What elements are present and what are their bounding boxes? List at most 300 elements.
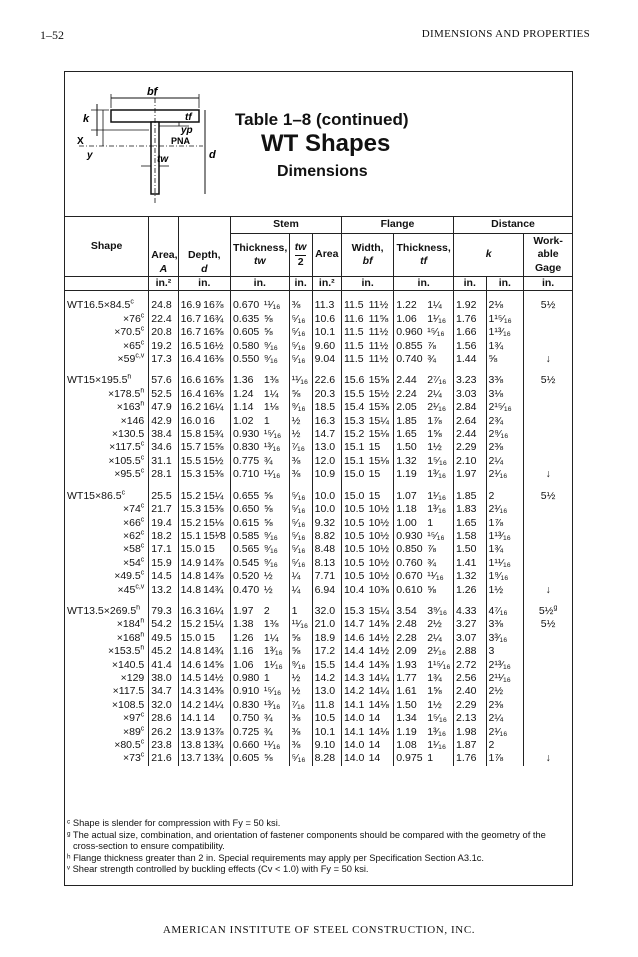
cell-bf: [341, 455, 366, 468]
cell-as: [312, 645, 341, 658]
unit: in.: [454, 277, 486, 291]
value-k: 1.87: [456, 739, 477, 751]
value-A: 21.7: [151, 503, 172, 516]
shape-designation: ×130.5: [111, 428, 145, 441]
value-tf_f: 2¼: [427, 387, 442, 400]
cell-tw2: [289, 441, 312, 454]
group-spacer: [65, 597, 572, 605]
table-row: [65, 632, 572, 645]
cell-gage: [524, 685, 572, 698]
value-d: 16.3: [180, 604, 202, 617]
shape-designation: WT16.5×84.5: [67, 299, 131, 312]
cell-k: [454, 699, 486, 712]
value-k_f: 2¹⁵⁄₁₆: [488, 401, 512, 414]
cell-tw: [230, 415, 261, 428]
value-d: 13.8: [180, 739, 202, 751]
cell-gage: [524, 584, 572, 597]
shape-cell: [65, 752, 149, 765]
cell-k: [454, 415, 486, 428]
cell-gage: [524, 388, 572, 401]
shape-footnote: c: [140, 312, 145, 320]
value-d: 14.8: [180, 583, 202, 596]
shape-cell: [65, 415, 149, 428]
value-k: 1.97: [456, 468, 477, 481]
cell-tw_f: [262, 712, 289, 725]
shape-footnote: h: [140, 618, 145, 625]
cell-tf: [394, 557, 425, 570]
cell-tw2: [289, 543, 312, 556]
value-as: 16.3: [314, 414, 336, 427]
value-A: 19.4: [151, 516, 172, 529]
cell-k: [454, 428, 486, 441]
value-as: 11.8: [314, 698, 335, 711]
cell-A: [149, 543, 178, 556]
cell-A: [149, 530, 178, 543]
cell-tf_f: [425, 618, 453, 631]
cell-k: [454, 299, 486, 312]
value-d_f: 15¾: [203, 428, 224, 441]
cell-tf: [394, 415, 425, 428]
value-d: 15.0: [180, 543, 202, 556]
yp-label: yp: [181, 125, 193, 136]
cell-bf_f: [367, 299, 394, 312]
cell-k_f: [486, 584, 524, 597]
value-A: 47.9: [151, 401, 172, 414]
cell-tw2: [289, 490, 312, 503]
value-tf: 1.18: [396, 503, 417, 516]
value-gage: ↓: [545, 468, 551, 481]
shape-cell: [65, 299, 149, 312]
value-A: 17.1: [151, 543, 172, 556]
table-row: [65, 752, 572, 765]
cell-gage: [524, 468, 572, 481]
value-as: 10.0: [314, 503, 336, 516]
cell-k: [454, 712, 486, 725]
cell-tw2: [289, 685, 312, 698]
cell-tw: [230, 340, 261, 353]
value-as: 9.60: [314, 339, 336, 352]
cell-k: [454, 374, 486, 387]
value-tf: 1.19: [396, 468, 417, 481]
cell-tw_f: [262, 570, 289, 583]
table-row: [65, 326, 572, 339]
value-A: 15.9: [151, 556, 172, 569]
cell-d: [178, 605, 201, 618]
cell-bf: [341, 490, 366, 503]
value-bf_f: 15½: [368, 387, 390, 400]
cell-d_f: [201, 401, 230, 414]
value-as: 9.04: [314, 353, 336, 366]
cell-bf: [341, 672, 366, 685]
cell-tw2: [289, 503, 312, 516]
value-A: 19.2: [151, 339, 172, 352]
cell-gage: [524, 517, 572, 530]
value-tf: 2.05: [396, 401, 417, 414]
cell-gage: [524, 726, 572, 739]
shape-footnote: h: [140, 645, 145, 652]
value-tf_f: ⅝: [427, 583, 436, 596]
value-bf_f: 15: [368, 489, 381, 502]
cell-gage: [524, 570, 572, 583]
shape-designation: ×117.5: [109, 441, 141, 454]
value-tf: 0.610: [396, 583, 423, 596]
value-tf_f: 3⁹⁄₁₆: [427, 604, 448, 617]
bf-label: bf: [147, 86, 158, 98]
value-d_f: 16¼: [203, 604, 224, 617]
value-d: 16.7: [180, 312, 202, 325]
cell-tf: [394, 326, 425, 339]
value-k: 4.33: [456, 604, 477, 617]
cell-d_f: [201, 605, 230, 618]
cell-tf_f: [425, 752, 453, 765]
cell-as: [312, 490, 341, 503]
unit: in.: [230, 277, 289, 291]
cell-tw: [230, 374, 261, 387]
value-tw2: ⁵⁄₁₆: [291, 752, 306, 765]
value-d: 16.4: [180, 387, 202, 400]
value-as: 8.48: [314, 543, 336, 556]
value-tw2: ⅜: [291, 454, 301, 467]
cell-bf: [341, 752, 366, 765]
table-row: [65, 618, 572, 631]
cell-d: [178, 685, 201, 698]
shape-designation: ×117.5: [112, 685, 145, 698]
cell-gage: [524, 428, 572, 441]
cell-tf: [394, 374, 425, 387]
cell-gage: [524, 618, 572, 631]
value-d_f: 14¾: [203, 583, 224, 596]
shape-designation: ×168: [116, 631, 141, 644]
table-row: [65, 428, 572, 441]
shape-designation: ×108.5: [111, 698, 145, 711]
value-bf: 11.6: [343, 312, 364, 325]
value-d_f: 13¾: [203, 752, 224, 765]
cell-k_f: [486, 428, 524, 441]
cell-A: [149, 490, 178, 503]
shape-footnote: c: [140, 468, 145, 475]
cell-k_f: [486, 299, 524, 312]
cell-tf: [394, 699, 425, 712]
cell-k_f: [486, 468, 524, 481]
pna-label: PNA: [171, 136, 191, 146]
footnote-c: ᶜ Shape is slender for compression with Fy = 50 ksi.: [67, 818, 281, 828]
cell-k: [454, 570, 486, 583]
value-A: 34.7: [151, 685, 172, 698]
cell-bf_f: [367, 557, 394, 570]
shape-cell: [65, 468, 149, 481]
shape-cell: [65, 455, 149, 468]
cell-tf: [394, 299, 425, 312]
cell-k_f: [486, 401, 524, 414]
value-k_f: 2¹¹⁄₁₆: [488, 671, 511, 684]
value-as: 11.3: [314, 299, 335, 312]
cell-tw2: [289, 388, 312, 401]
value-bf: 15.6: [343, 374, 365, 387]
value-k: 1.32: [456, 570, 477, 583]
cell-bf: [341, 313, 366, 326]
value-as: 21.0: [314, 618, 336, 631]
shape-footnote: h: [140, 401, 145, 408]
cell-tw_f: [262, 441, 289, 454]
cell-bf_f: [367, 353, 394, 366]
table-row: [65, 530, 572, 543]
cell-d: [178, 415, 201, 428]
cell-tf_f: [425, 415, 453, 428]
cell-tw: [230, 570, 261, 583]
cell-tw_f: [262, 659, 289, 672]
cell-tw: [230, 388, 261, 401]
cell-bf_f: [367, 401, 394, 414]
cell-d_f: [201, 712, 230, 725]
cell-tf_f: [425, 353, 453, 366]
table-body: [65, 291, 572, 766]
cell-tw2: [289, 401, 312, 414]
value-d_f: 16⅝: [203, 374, 224, 387]
tf-label: tf: [185, 112, 192, 123]
shape-footnote: c,v: [135, 583, 145, 591]
cell-tw_f: [262, 557, 289, 570]
value-tw2: ⅜: [291, 725, 301, 738]
value-bf_f: 14: [368, 752, 381, 765]
value-bf: 10.5: [343, 529, 365, 542]
value-as: 13.0: [314, 685, 336, 698]
cell-k: [454, 517, 486, 530]
value-bf_f: 10½: [368, 570, 390, 583]
shape-cell: [65, 659, 149, 672]
value-d_f: 14½: [203, 671, 224, 684]
cell-d: [178, 584, 201, 597]
value-tw_f: ¾: [263, 725, 273, 738]
table-row: [65, 517, 572, 530]
cell-tw_f: [262, 726, 289, 739]
value-bf: 10.5: [343, 516, 365, 529]
value-A: 23.8: [151, 739, 172, 751]
value-tw_f: ¾: [263, 712, 273, 725]
value-d: 15.3: [180, 503, 202, 516]
value-bf_f: 15¼: [368, 604, 390, 617]
value-tw: 0.635: [232, 312, 260, 325]
cell-tw2: [289, 712, 312, 725]
cell-tw: [230, 645, 261, 658]
cell-tf: [394, 503, 425, 516]
cell-d_f: [201, 374, 230, 387]
cell-k_f: [486, 340, 524, 353]
value-tf: 0.740: [396, 353, 423, 366]
value-tw2: ⅜: [291, 739, 301, 751]
value-A: 21.6: [151, 752, 172, 765]
value-k: 1.44: [456, 353, 477, 366]
cell-gage: [524, 326, 572, 339]
cell-tw_f: [262, 428, 289, 441]
cell-tf: [394, 313, 425, 326]
value-tf: 2.48: [396, 618, 417, 631]
value-k: 1.26: [456, 583, 477, 596]
shape-designation: ×184: [116, 618, 141, 631]
value-d: 15.2: [180, 516, 202, 529]
value-d: 15.1: [180, 529, 202, 542]
cell-bf_f: [367, 374, 394, 387]
shape-cell: [65, 428, 149, 441]
cell-tw: [230, 326, 261, 339]
value-tw2: ⅝: [291, 387, 301, 400]
cell-k_f: [486, 490, 524, 503]
cell-d_f: [201, 672, 230, 685]
cell-tf_f: [425, 570, 453, 583]
value-tw2: ⁵⁄₁₆: [291, 312, 306, 325]
value-k: 1.76: [456, 752, 477, 765]
value-d_f: 13⅞: [203, 725, 224, 738]
value-tf: 1.50: [396, 698, 417, 711]
value-tf_f: 1¹⁄₁₆: [427, 739, 447, 751]
shape-cell: [65, 570, 149, 583]
group-spacer: [65, 291, 572, 300]
cell-A: [149, 672, 178, 685]
cell-bf_f: [367, 340, 394, 353]
value-tw2: ⁵⁄₁₆: [291, 543, 306, 556]
cell-A: [149, 712, 178, 725]
col-workable: Work-: [533, 234, 563, 247]
value-d_f: 15⅜: [203, 503, 224, 516]
cell-bf: [341, 584, 366, 597]
cell-d_f: [201, 584, 230, 597]
value-bf: 14.0: [343, 739, 365, 751]
value-k: 2.44: [456, 428, 477, 441]
value-gage: ↓: [545, 583, 551, 596]
value-bf: 14.4: [343, 645, 365, 658]
value-tf_f: 1¹⁄₁₆: [427, 312, 447, 325]
value-d: 14.3: [180, 685, 202, 698]
cell-A: [149, 685, 178, 698]
cell-tw2: [289, 374, 312, 387]
value-k_f: 2¼: [488, 454, 504, 467]
cell-tw: [230, 712, 261, 725]
shape-footnote: c: [140, 326, 145, 333]
cell-gage: [524, 353, 572, 366]
cell-d: [178, 313, 201, 326]
cell-k_f: [486, 752, 524, 765]
cell-k_f: [486, 530, 524, 543]
col-k-sym: k: [485, 248, 492, 261]
value-tw: 0.565: [232, 543, 260, 556]
cell-as: [312, 517, 341, 530]
value-tf_f: 2¼: [427, 631, 442, 644]
cell-as: [312, 428, 341, 441]
value-d: 16.0: [180, 414, 202, 427]
value-gage: 5½: [540, 618, 556, 631]
value-as: 7.71: [314, 570, 336, 583]
value-d_f: 16⅞: [203, 299, 224, 312]
cell-tf_f: [425, 401, 453, 414]
value-A: 18.2: [151, 529, 172, 542]
cell-k: [454, 605, 486, 618]
cell-tf: [394, 645, 425, 658]
cell-tf: [394, 752, 425, 765]
cell-k: [454, 557, 486, 570]
cell-d: [178, 326, 201, 339]
value-d_f: 14⅞: [203, 556, 224, 569]
value-d: 15.3: [180, 468, 202, 481]
cell-d_f: [201, 752, 230, 765]
table-row: [65, 455, 572, 468]
value-bf: 14.1: [343, 725, 365, 738]
cell-as: [312, 468, 341, 481]
cell-d: [178, 455, 201, 468]
value-tf_f: 2¹⁄₁₆: [427, 401, 447, 414]
value-tf: 1.08: [396, 739, 417, 751]
cell-tw_f: [262, 605, 289, 618]
value-d: 13.9: [180, 725, 202, 738]
value-d: 16.6: [180, 374, 202, 387]
cell-gage: [524, 441, 572, 454]
footnote-h: ʰ Flange thickness greater than 2 in. Special requirements may apply per Specification Section A3.1c.: [67, 852, 484, 863]
value-d_f: 14⅝: [203, 658, 224, 671]
cell-bf: [341, 388, 366, 401]
cell-gage: [524, 632, 572, 645]
cell-k: [454, 632, 486, 645]
value-bf_f: 14½: [368, 645, 390, 658]
value-tw2: ¹¹⁄₁₆: [291, 374, 309, 387]
value-tw_f: ⁹⁄₁₆: [263, 556, 278, 569]
cell-k: [454, 752, 486, 765]
cell-gage: [524, 645, 572, 658]
cell-A: [149, 517, 178, 530]
value-tf: 0.850: [396, 543, 423, 556]
value-d: 15.2: [180, 489, 202, 502]
shape-footnote: c: [140, 454, 145, 462]
cell-tw: [230, 468, 261, 481]
cell-d: [178, 517, 201, 530]
cell-k: [454, 659, 486, 672]
cell-A: [149, 752, 178, 765]
value-tf_f: ¹⁵⁄₁₆: [427, 529, 445, 542]
cell-tf_f: [425, 388, 453, 401]
value-A: 26.2: [151, 725, 172, 738]
col-flange: Flange: [341, 217, 453, 234]
shape-designation: ×45: [117, 583, 136, 596]
table-row: [65, 739, 572, 752]
value-d: 15.0: [180, 631, 202, 644]
cell-k: [454, 618, 486, 631]
value-A: 31.1: [151, 454, 172, 467]
value-A: 52.5: [151, 387, 172, 400]
cell-A: [149, 570, 178, 583]
value-d: 13.7: [180, 752, 202, 765]
value-as: 9.10: [314, 739, 336, 751]
value-tf_f: 1³⁄₁₆: [427, 725, 447, 738]
value-tw_f: ¹³⁄₁₆: [263, 698, 281, 711]
col-stem-thickness: Thickness,: [232, 241, 288, 254]
cell-A: [149, 353, 178, 366]
cell-k_f: [486, 618, 524, 631]
shape-footnote: h: [136, 604, 141, 612]
value-tw: 0.670: [232, 299, 260, 312]
shape-cell: [65, 503, 149, 516]
value-tw: 1.26: [232, 631, 254, 644]
cell-tf: [394, 739, 425, 752]
shape-cell: [65, 605, 149, 618]
value-k: 1.65: [456, 516, 477, 529]
cell-k_f: [486, 543, 524, 556]
shape-designation: ×89: [122, 725, 141, 738]
cell-tw2: [289, 353, 312, 366]
value-bf_f: 11⅝: [368, 312, 389, 325]
value-k: 1.83: [456, 503, 477, 516]
value-bf_f: 11½: [368, 339, 389, 352]
value-as: 10.6: [314, 312, 336, 325]
value-k: 1.66: [456, 326, 477, 339]
value-k_f: 2⅜: [488, 441, 504, 454]
value-A: 14.5: [151, 570, 172, 583]
